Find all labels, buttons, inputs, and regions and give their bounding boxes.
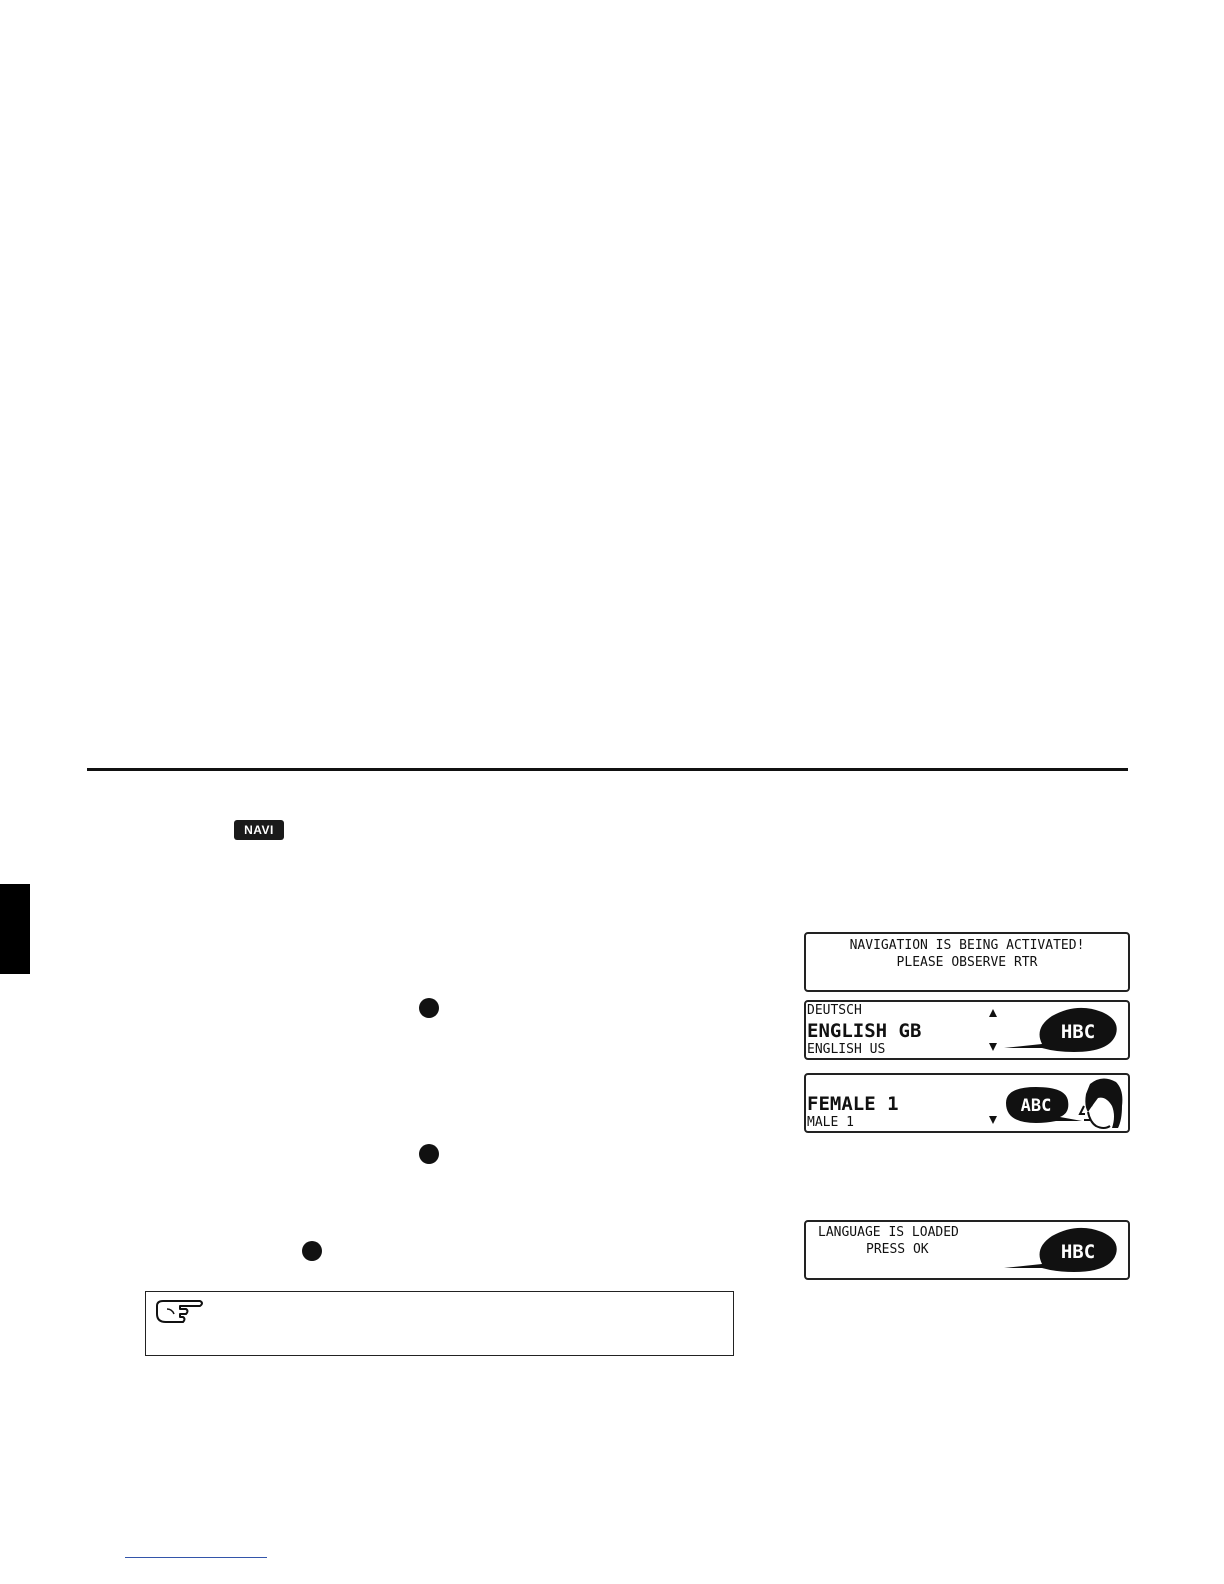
female-face-icon bbox=[1076, 1076, 1126, 1130]
step-bullet-3 bbox=[302, 1241, 322, 1261]
step-bullet-1 bbox=[419, 998, 439, 1018]
note-box bbox=[145, 1291, 734, 1356]
display-language-loaded bbox=[804, 1220, 1130, 1280]
voice-selected: FEMALE 1 bbox=[807, 1093, 899, 1115]
display-language-select bbox=[804, 1000, 1130, 1060]
chapter-tab bbox=[0, 884, 30, 974]
display-activation bbox=[804, 932, 1130, 992]
language-item-above: DEUTSCH bbox=[807, 1003, 862, 1018]
display-line-1: NAVIGATION IS BEING ACTIVATED! bbox=[849, 938, 1085, 953]
footer-link-underline bbox=[125, 1557, 267, 1558]
scroll-up-icon bbox=[988, 1008, 998, 1018]
scroll-down-icon bbox=[988, 1042, 998, 1052]
speech-bubble-icon bbox=[996, 1079, 1084, 1125]
bubble-text: HBC bbox=[1060, 1021, 1096, 1043]
step-bullet-2 bbox=[419, 1144, 439, 1164]
speech-bubble-icon bbox=[1002, 1224, 1122, 1274]
voice-item-below: MALE 1 bbox=[807, 1115, 854, 1130]
bubble-text: HBC bbox=[1060, 1241, 1096, 1263]
display-line-2: PRESS OK bbox=[866, 1242, 929, 1257]
pointing-hand-icon bbox=[154, 1298, 206, 1326]
display-line-1: LANGUAGE IS LOADED bbox=[818, 1225, 959, 1240]
display-voice-select bbox=[804, 1073, 1130, 1133]
speech-bubble-icon bbox=[1002, 1004, 1122, 1054]
bubble-text: ABC bbox=[1020, 1096, 1052, 1116]
display-line-2: PLEASE OBSERVE RTR bbox=[896, 955, 1038, 970]
navi-key[interactable]: NAVI bbox=[234, 820, 284, 840]
language-item-below: ENGLISH US bbox=[807, 1042, 886, 1057]
section-divider bbox=[87, 768, 1128, 771]
language-selected: ENGLISH GB bbox=[807, 1020, 922, 1042]
